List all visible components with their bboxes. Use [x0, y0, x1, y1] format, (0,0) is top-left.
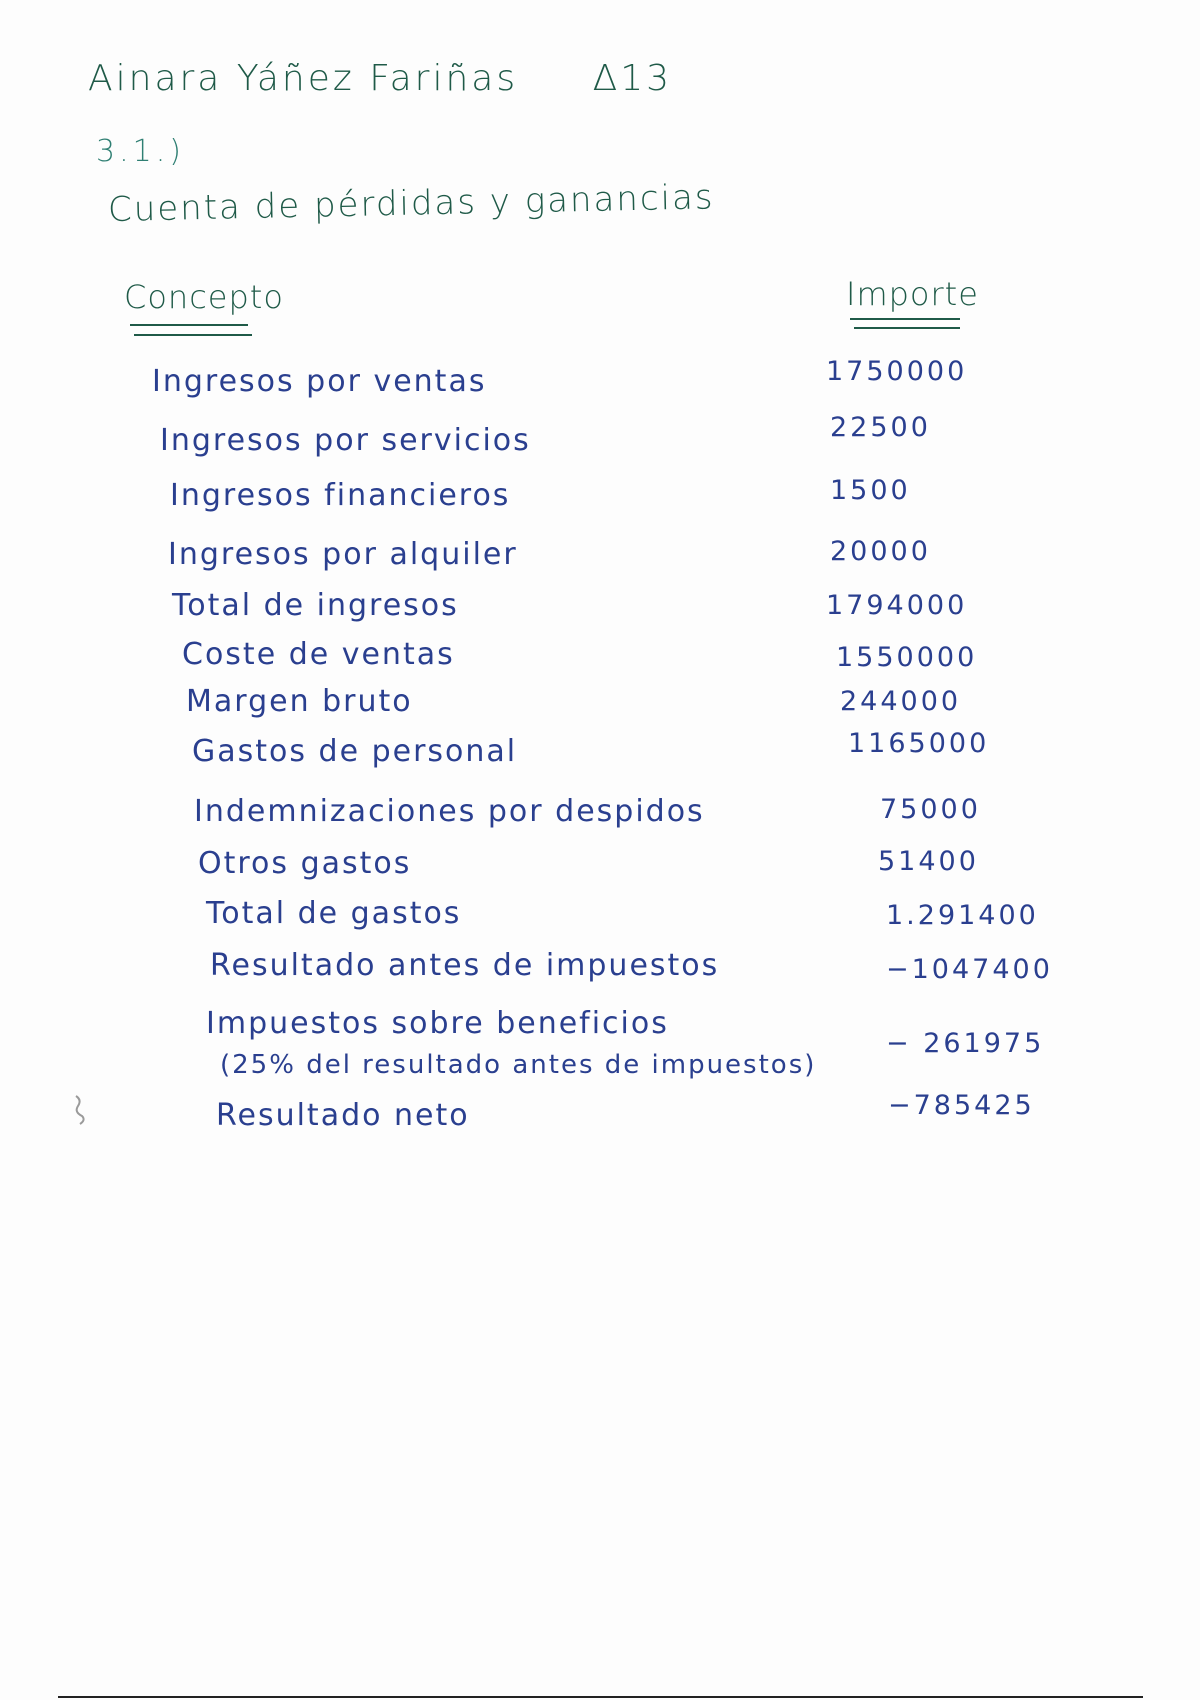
- row-concepto-gastos-personal: Gastos de personal: [192, 734, 518, 769]
- row-concepto-ingresos-servicios: Ingresos por servicios: [160, 423, 531, 458]
- row-concepto-ingresos-ventas: Ingresos por ventas: [152, 364, 487, 399]
- bottom-rule-line: [58, 1696, 1143, 1698]
- margin-smudge-mark: [72, 1092, 90, 1128]
- author-text: Ainara Yáñez Fariñas: [88, 58, 519, 99]
- concepto-underline-2: [134, 334, 252, 336]
- row-importe-impuestos: − 261975: [886, 1028, 1045, 1059]
- row-concepto-indemnizaciones: Indemnizaciones por despidos: [194, 794, 705, 829]
- row-importe-ingresos-financieros: 1500: [830, 475, 911, 506]
- row-importe-gastos-personal: 1165000: [848, 728, 990, 759]
- group-text: Δ13: [592, 58, 672, 99]
- page-title: Cuenta de pérdidas y ganancias: [107, 177, 715, 230]
- row-concepto-resultado-antes: Resultado antes de impuestos: [210, 948, 720, 983]
- row-importe-resultado-neto: −785425: [888, 1090, 1035, 1121]
- row-importe-ingresos-ventas: 1750000: [826, 356, 968, 387]
- author-name: [88, 58, 672, 99]
- row-concepto-ingresos-financieros: Ingresos financieros: [170, 478, 511, 513]
- row-importe-ingresos-alquiler: 20000: [830, 536, 931, 567]
- section-number: 3.1.): [96, 134, 185, 169]
- row-concepto-otros-gastos: Otros gastos: [198, 846, 412, 881]
- row-importe-margen-bruto: 244000: [840, 686, 962, 717]
- row-concepto-total-gastos: Total de gastos: [206, 896, 462, 931]
- row-importe-ingresos-servicios: 22500: [830, 412, 931, 443]
- column-header-concepto: Concepto: [124, 278, 284, 316]
- row-importe-indemnizaciones: 75000: [880, 794, 981, 825]
- row-importe-total-gastos: 1.291400: [886, 900, 1039, 931]
- importe-underline-2: [854, 327, 960, 329]
- row-concepto-coste-ventas: Coste de ventas: [182, 637, 455, 672]
- row-importe-resultado-antes: −1047400: [886, 954, 1053, 985]
- row-importe-coste-ventas: 1550000: [836, 642, 978, 673]
- importe-underline-1: [850, 318, 960, 320]
- concepto-underline-1: [130, 324, 248, 326]
- row-concepto-margen-bruto: Margen bruto: [186, 684, 413, 719]
- row-concepto-impuestos-nota: (25% del resultado antes de impuestos): [220, 1050, 817, 1080]
- row-concepto-impuestos: Impuestos sobre beneficios: [206, 1006, 669, 1041]
- row-concepto-resultado-neto: Resultado neto: [216, 1098, 470, 1133]
- column-header-importe: Importe: [846, 275, 979, 313]
- row-importe-total-ingresos: 1794000: [826, 590, 968, 621]
- row-concepto-total-ingresos: Total de ingresos: [172, 588, 459, 623]
- row-concepto-ingresos-alquiler: Ingresos por alquiler: [168, 537, 518, 572]
- row-importe-otros-gastos: 51400: [878, 846, 979, 877]
